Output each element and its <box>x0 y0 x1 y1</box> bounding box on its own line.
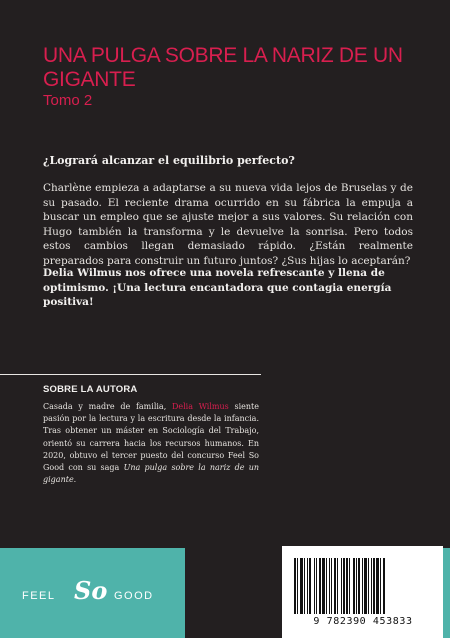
barcode-bar <box>297 558 298 614</box>
barcode-bar <box>376 558 379 614</box>
barcode-bar <box>383 558 385 614</box>
barcode-bar <box>346 558 348 614</box>
barcode-bar <box>314 558 315 614</box>
blurb-question: ¿Logrará alcanzar el equilibrio perfecto? <box>43 154 295 167</box>
barcode-bar <box>334 558 336 614</box>
blurb-tagline: Delia Wilmus nos ofrece una novela refrescante y llena de optimismo. ¡Una lectura encantadora que contagia energía positiva! <box>43 267 392 308</box>
volume-label: Tomo 2 <box>43 92 93 109</box>
barcode-bar <box>331 558 332 614</box>
barcode-bar <box>329 558 330 614</box>
logo-word-feel: FEEL <box>22 590 56 602</box>
barcode-bar <box>343 558 345 614</box>
isbn-number: 9 782390 453833 <box>313 616 413 627</box>
barcode-bar <box>373 558 375 614</box>
about-text-part-1: Casada y madre de familia, <box>43 402 172 411</box>
barcode-bar <box>294 558 296 614</box>
publisher-logo-band <box>0 548 185 638</box>
feel-so-good-logo <box>22 576 172 610</box>
barcode-bar <box>353 558 355 614</box>
teal-edge-strip <box>443 548 450 638</box>
barcode-bar <box>304 558 305 614</box>
barcode-bar <box>337 558 338 614</box>
logo-word-so: So <box>74 576 108 605</box>
isbn-barcode <box>282 546 443 638</box>
saga-title: Una pulga sobre la nariz de un gigante <box>43 463 259 485</box>
about-text-part-3: . <box>73 475 77 485</box>
barcode-bar <box>356 558 357 614</box>
barcode-bar <box>300 558 303 614</box>
barcode-bar <box>316 558 317 614</box>
barcode-bar <box>349 558 350 614</box>
barcode-bar <box>309 558 311 614</box>
barcode-bar <box>364 558 367 614</box>
author-name: Delia Wilmus <box>171 402 229 411</box>
barcode-bar <box>326 558 327 614</box>
about-text-part-2: siente pasión por la lectura y la escritura desde la infancia. Tras obtener un máster en Sociología del Trabajo, orientó su carrera hacia los recursos humanos. En 2020, obtuvo el tercer puesto del concurso Feel So Good con su saga <box>43 402 260 473</box>
barcode-bar <box>368 558 369 614</box>
logo-word-good: GOOD <box>114 590 154 602</box>
barcode-bar <box>380 558 381 614</box>
barcode-bar <box>307 558 308 614</box>
barcode-bar <box>362 558 363 614</box>
section-divider <box>0 374 261 375</box>
about-author-text <box>43 401 259 486</box>
about-author-heading: SOBRE LA AUTORA <box>43 384 138 395</box>
barcode-bar <box>358 558 360 614</box>
barcode-bar <box>341 558 342 614</box>
barcode-bar <box>319 558 321 614</box>
barcode-bars-icon <box>294 558 431 614</box>
blurb-synopsis: Charlène empieza a adaptarse a su nueva vida lejos de Bruselas y de su pasado. El reciente drama ocurrido en su fábrica la empuja a buscar un empleo que se ajuste mejor a sus valores. Su relación con Hugo también la transforma y le devuelve la sonrisa. Pero todos estos cambios llegan demasiado rápido. ¿Están realmente preparados para construir un futuro juntos? ¿Sus hijas lo aceptarán? <box>43 182 413 267</box>
barcode-bar <box>322 558 325 614</box>
barcode-bar <box>371 558 372 614</box>
book-title: UNA PULGA SOBRE LA NARIZ DE UN GIGANTE <box>43 44 403 91</box>
